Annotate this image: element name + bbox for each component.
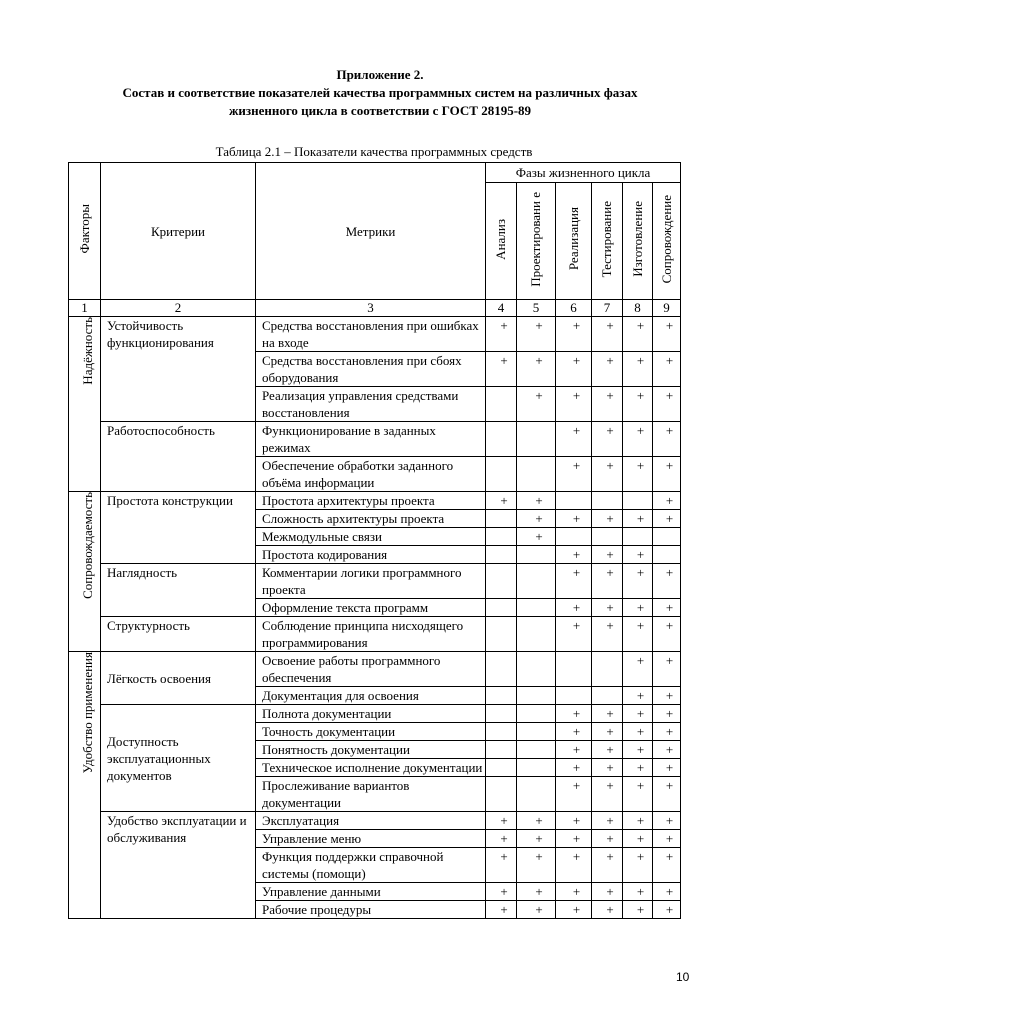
phase-mark-cell: +: [486, 883, 517, 901]
criterion-cell: Наглядность: [101, 564, 256, 617]
header-phases-group: Фазы жизненного цикла: [486, 163, 681, 183]
phase-mark-cell: +: [623, 564, 653, 599]
phase-mark-cell: +: [556, 812, 592, 830]
phase-mark-cell: +: [592, 830, 623, 848]
header-phase-3: [556, 183, 592, 300]
metric-cell: Техническое исполнение документации: [256, 759, 486, 777]
phase-mark-cell: +: [653, 599, 681, 617]
phase-mark-cell: [517, 599, 556, 617]
phase-mark-cell: +: [623, 723, 653, 741]
phase-mark-cell: +: [517, 848, 556, 883]
metric-cell: Управление данными: [256, 883, 486, 901]
phase-mark-cell: +: [623, 812, 653, 830]
criterion-cell: Доступность эксплуатационных документов: [101, 705, 256, 812]
phase-mark-cell: [486, 723, 517, 741]
phase-mark-cell: +: [592, 901, 623, 919]
header-factors: Факторы: [69, 163, 101, 300]
column-number: 3: [256, 300, 486, 317]
metric-cell: Межмодульные связи: [256, 528, 486, 546]
phase-mark-cell: +: [592, 759, 623, 777]
metric-cell: Соблюдение принципа нисходящего программирования: [256, 617, 486, 652]
header-phase-5: [623, 183, 653, 300]
metric-cell: Полнота документации: [256, 705, 486, 723]
phase-mark-cell: +: [653, 457, 681, 492]
phase-label: Проектировани е: [528, 191, 543, 287]
phase-mark-cell: +: [556, 759, 592, 777]
phase-mark-cell: +: [653, 848, 681, 883]
phase-mark-cell: +: [556, 510, 592, 528]
phase-mark-cell: +: [556, 901, 592, 919]
table-row: [69, 422, 681, 457]
phase-mark-cell: +: [623, 687, 653, 705]
phase-mark-cell: +: [592, 352, 623, 387]
metric-cell: Прослеживание вариантов документации: [256, 777, 486, 812]
phase-mark-cell: +: [592, 741, 623, 759]
phase-mark-cell: +: [556, 599, 592, 617]
phase-mark-cell: [623, 528, 653, 546]
phase-mark-cell: +: [623, 387, 653, 422]
phase-mark-cell: +: [623, 705, 653, 723]
table-row: [69, 705, 681, 723]
phase-mark-cell: +: [653, 883, 681, 901]
phase-mark-cell: +: [653, 510, 681, 528]
phase-mark-cell: +: [653, 741, 681, 759]
phase-mark-cell: [623, 492, 653, 510]
phase-label: Анализ: [493, 218, 508, 260]
phase-mark-cell: +: [653, 652, 681, 687]
header-phase-6: [653, 183, 681, 300]
phase-mark-cell: +: [486, 848, 517, 883]
appendix-heading: [0, 66, 760, 120]
phase-mark-cell: +: [556, 422, 592, 457]
phase-mark-cell: +: [653, 492, 681, 510]
phase-mark-cell: +: [517, 352, 556, 387]
phase-mark-cell: +: [556, 777, 592, 812]
header-phase-2: [517, 183, 556, 300]
phase-mark-cell: +: [623, 741, 653, 759]
phase-mark-cell: +: [556, 705, 592, 723]
phase-mark-cell: +: [517, 528, 556, 546]
phase-mark-cell: [486, 457, 517, 492]
phase-mark-cell: [517, 457, 556, 492]
column-number: 6: [556, 300, 592, 317]
header-metrics: Метрики: [256, 163, 486, 300]
factor-cell: [69, 492, 101, 652]
phase-mark-cell: [486, 652, 517, 687]
phase-mark-cell: [592, 528, 623, 546]
table-row: [69, 812, 681, 830]
appendix-title: Приложение 2.: [336, 67, 424, 82]
phase-mark-cell: [486, 705, 517, 723]
phase-mark-cell: [517, 777, 556, 812]
metric-cell: Рабочие процедуры: [256, 901, 486, 919]
phase-mark-cell: +: [486, 317, 517, 352]
phase-mark-cell: +: [623, 317, 653, 352]
phase-mark-cell: [486, 546, 517, 564]
phase-label: Сопровождение: [658, 194, 674, 284]
phase-mark-cell: +: [556, 848, 592, 883]
phase-mark-cell: [517, 759, 556, 777]
factor-cell: [69, 317, 101, 492]
phase-mark-cell: +: [653, 759, 681, 777]
phase-mark-cell: +: [486, 830, 517, 848]
phase-mark-cell: +: [623, 901, 653, 919]
phase-mark-cell: [486, 599, 517, 617]
phase-mark-cell: +: [623, 422, 653, 457]
phase-mark-cell: +: [653, 723, 681, 741]
column-number: 1: [69, 300, 101, 317]
phase-mark-cell: +: [623, 848, 653, 883]
phase-mark-cell: +: [623, 777, 653, 812]
phase-mark-cell: +: [556, 457, 592, 492]
phase-mark-cell: [592, 492, 623, 510]
phase-mark-cell: [486, 528, 517, 546]
phase-mark-cell: +: [556, 546, 592, 564]
factor-label: Сопровождаемость: [80, 492, 95, 599]
criterion-cell: Работоспособность: [101, 422, 256, 492]
quality-indicators-table: [68, 162, 681, 919]
phase-mark-cell: +: [623, 352, 653, 387]
phase-mark-cell: [486, 422, 517, 457]
metric-cell: Простота кодирования: [256, 546, 486, 564]
metric-cell: Реализация управления средствами восстановления: [256, 387, 486, 422]
phase-mark-cell: +: [592, 546, 623, 564]
phase-mark-cell: +: [556, 617, 592, 652]
phase-mark-cell: [517, 723, 556, 741]
phase-mark-cell: +: [486, 352, 517, 387]
phase-mark-cell: +: [592, 387, 623, 422]
phase-label: Тестирование: [599, 200, 614, 278]
phase-mark-cell: +: [556, 741, 592, 759]
metric-cell: Функционирование в заданных режимах: [256, 422, 486, 457]
metric-cell: Средства восстановления при сбоях оборудования: [256, 352, 486, 387]
phase-mark-cell: +: [623, 759, 653, 777]
phase-mark-cell: [556, 492, 592, 510]
phase-mark-cell: [486, 510, 517, 528]
phase-mark-cell: +: [653, 387, 681, 422]
phase-mark-cell: [517, 422, 556, 457]
phase-mark-cell: [486, 759, 517, 777]
metric-cell: Средства восстановления при ошибках на входе: [256, 317, 486, 352]
phase-mark-cell: +: [623, 617, 653, 652]
criterion-cell: Простота конструкции: [101, 492, 256, 564]
phase-mark-cell: +: [517, 812, 556, 830]
phase-mark-cell: [653, 546, 681, 564]
column-number: 2: [101, 300, 256, 317]
metric-cell: Простота архитектуры проекта: [256, 492, 486, 510]
phase-mark-cell: +: [592, 617, 623, 652]
phase-mark-cell: +: [653, 901, 681, 919]
phase-mark-cell: +: [592, 457, 623, 492]
factor-cell: [69, 652, 101, 919]
phase-mark-cell: +: [592, 848, 623, 883]
factor-label: Удобство применения: [80, 652, 95, 774]
phase-mark-cell: +: [653, 422, 681, 457]
table-row: [69, 652, 681, 687]
phase-mark-cell: [556, 652, 592, 687]
metric-cell: Освоение работы программного обеспечения: [256, 652, 486, 687]
column-number: 4: [486, 300, 517, 317]
phase-mark-cell: +: [653, 617, 681, 652]
phase-mark-cell: +: [653, 564, 681, 599]
phase-mark-cell: +: [653, 830, 681, 848]
phase-mark-cell: +: [592, 812, 623, 830]
phase-mark-cell: +: [517, 492, 556, 510]
phase-mark-cell: [592, 687, 623, 705]
phase-mark-cell: [556, 528, 592, 546]
column-number: 7: [592, 300, 623, 317]
metric-cell: Оформление текста программ: [256, 599, 486, 617]
phase-mark-cell: [517, 687, 556, 705]
phase-mark-cell: +: [486, 812, 517, 830]
phase-mark-cell: [517, 652, 556, 687]
phase-mark-cell: [517, 705, 556, 723]
phase-mark-cell: [517, 564, 556, 599]
header-phase-4: [592, 183, 623, 300]
criterion-cell: Структурность: [101, 617, 256, 652]
phase-mark-cell: [486, 741, 517, 759]
header-criteria: Критерии: [101, 163, 256, 300]
table-caption: Таблица 2.1 – Показатели качества программных средств: [215, 144, 533, 159]
phase-mark-cell: +: [653, 352, 681, 387]
phase-mark-cell: +: [517, 317, 556, 352]
phase-mark-cell: [556, 687, 592, 705]
page-number: 10: [676, 970, 690, 984]
phase-mark-cell: +: [556, 883, 592, 901]
phase-mark-cell: +: [556, 564, 592, 599]
phase-mark-cell: [592, 652, 623, 687]
phase-mark-cell: +: [556, 723, 592, 741]
phase-mark-cell: [517, 617, 556, 652]
criterion-cell: Лёгкость освоения: [101, 652, 256, 705]
metric-cell: Управление меню: [256, 830, 486, 848]
phase-mark-cell: [653, 528, 681, 546]
metric-cell: Понятность документации: [256, 741, 486, 759]
phase-mark-cell: [486, 564, 517, 599]
appendix-subtitle-line1: Состав и соответствие показателей качества программных систем на различных фазах: [122, 85, 638, 100]
metric-cell: Точность документации: [256, 723, 486, 741]
phase-mark-cell: +: [556, 317, 592, 352]
phase-mark-cell: +: [592, 510, 623, 528]
criterion-cell: Удобство эксплуатации и обслуживания: [101, 812, 256, 919]
header-phase-1: [486, 183, 517, 300]
phase-label: Реализация: [565, 207, 581, 271]
phase-mark-cell: [486, 777, 517, 812]
phase-mark-cell: +: [623, 830, 653, 848]
phase-mark-cell: +: [653, 705, 681, 723]
table-row: [69, 492, 681, 510]
phase-mark-cell: +: [556, 352, 592, 387]
column-number: 5: [517, 300, 556, 317]
phase-mark-cell: +: [653, 812, 681, 830]
phase-mark-cell: +: [486, 901, 517, 919]
metric-cell: Функция поддержки справочной системы (помощи): [256, 848, 486, 883]
phase-mark-cell: +: [592, 723, 623, 741]
metric-cell: Документация для освоения: [256, 687, 486, 705]
phase-mark-cell: +: [623, 599, 653, 617]
phase-mark-cell: +: [556, 387, 592, 422]
phase-mark-cell: [486, 687, 517, 705]
metric-cell: Обеспечение обработки заданного объёма информации: [256, 457, 486, 492]
phase-label: Изготовление: [629, 201, 645, 277]
metric-cell: Комментарии логики программного проекта: [256, 564, 486, 599]
phase-mark-cell: +: [517, 883, 556, 901]
phase-mark-cell: +: [653, 317, 681, 352]
phase-mark-cell: +: [592, 599, 623, 617]
metric-cell: Сложность архитектуры проекта: [256, 510, 486, 528]
phase-mark-cell: +: [486, 492, 517, 510]
phase-mark-cell: +: [653, 687, 681, 705]
phase-mark-cell: +: [592, 705, 623, 723]
phase-mark-cell: +: [592, 317, 623, 352]
phase-mark-cell: +: [556, 830, 592, 848]
phase-mark-cell: +: [517, 510, 556, 528]
appendix-subtitle-line2: жизненного цикла в соответствии с ГОСТ 28195-89: [228, 103, 532, 118]
table-row: [69, 317, 681, 352]
phase-mark-cell: [517, 741, 556, 759]
phase-mark-cell: [486, 617, 517, 652]
column-number: 9: [653, 300, 681, 317]
phase-mark-cell: +: [592, 777, 623, 812]
phase-mark-cell: +: [517, 830, 556, 848]
phase-mark-cell: +: [517, 901, 556, 919]
phase-mark-cell: +: [653, 777, 681, 812]
column-number: 8: [623, 300, 653, 317]
phase-mark-cell: +: [592, 422, 623, 457]
phase-mark-cell: +: [623, 457, 653, 492]
table-row: [69, 617, 681, 652]
phase-mark-cell: +: [517, 387, 556, 422]
metric-cell: Эксплуатация: [256, 812, 486, 830]
table-row: [69, 564, 681, 599]
factor-label: Надёжность: [80, 317, 95, 385]
phase-mark-cell: +: [623, 546, 653, 564]
column-number-row: [69, 300, 681, 317]
phase-mark-cell: [486, 387, 517, 422]
phase-mark-cell: +: [623, 652, 653, 687]
phase-mark-cell: [517, 546, 556, 564]
phase-mark-cell: +: [623, 883, 653, 901]
phase-mark-cell: +: [592, 564, 623, 599]
phase-mark-cell: +: [592, 883, 623, 901]
phase-mark-cell: +: [623, 510, 653, 528]
criterion-cell: Устойчивость функционирования: [101, 317, 256, 422]
